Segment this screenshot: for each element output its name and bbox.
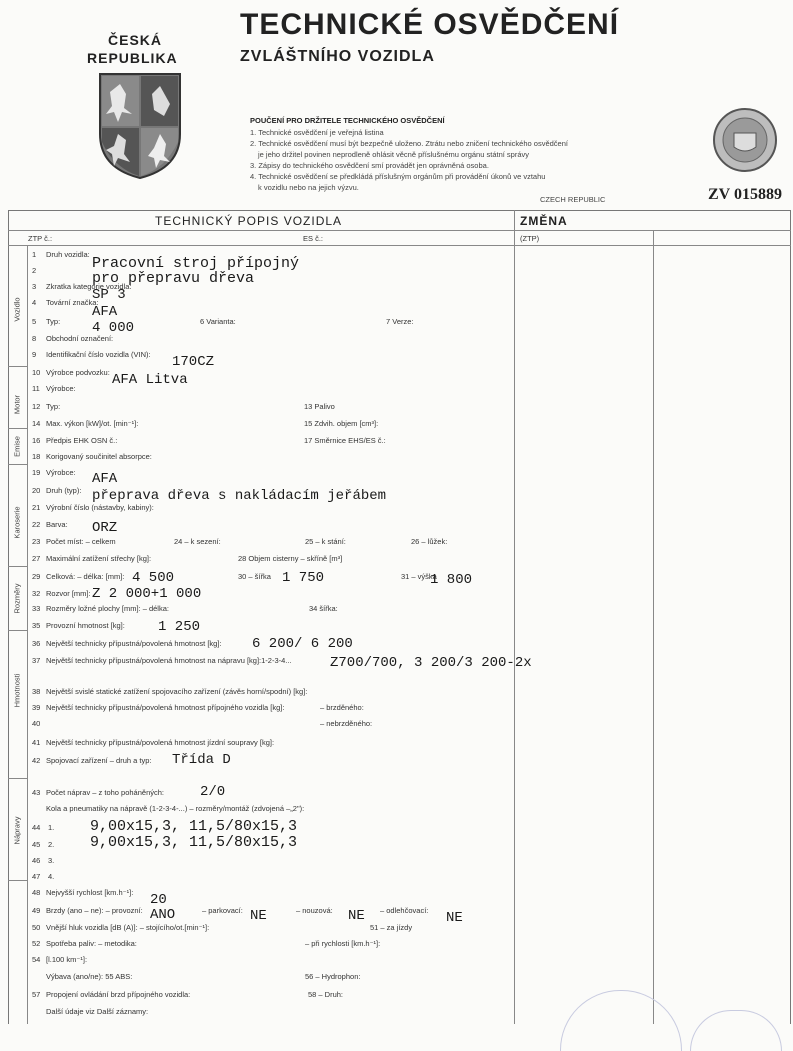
field-label: 4.: [48, 872, 55, 881]
field-label: Druh vozidla:: [46, 250, 90, 259]
field-label: Výrobce:: [46, 384, 76, 393]
parking-brake-value: NE: [250, 908, 267, 924]
coat-of-arms-emblem: [98, 72, 182, 180]
row-number: 2: [32, 266, 37, 275]
field-label: 3.: [48, 856, 55, 865]
row-number: 57: [32, 990, 41, 999]
width-value: 1 750: [282, 570, 325, 586]
row-number: 48: [32, 888, 41, 897]
row-number: 27: [32, 554, 41, 563]
section-label-emise: Emise: [12, 436, 22, 457]
length-value: 4 500: [132, 570, 175, 586]
notice-line-4: 3. Zápisy do technického osvědčení smí provádět jen oprávněná osoba.: [250, 161, 489, 170]
field-label: Nejvyšší rychlost [km.h⁻¹]:: [46, 888, 134, 897]
field-label: 17 Směrnice EHS/ES č.:: [304, 436, 386, 445]
row-number: 46: [32, 856, 41, 865]
row-number: 9: [32, 350, 37, 359]
field-label: 24 – k sezení:: [174, 537, 221, 546]
coupling-value: Třída D: [172, 752, 231, 768]
field-label: Typ:: [46, 402, 61, 411]
notice-title: POUČENÍ PRO DRŽITELE TECHNICKÉHO OSVĚDČENÍ: [250, 116, 445, 125]
es-label: ES č.:: [303, 234, 324, 243]
field-label: 7 Verze:: [386, 317, 414, 326]
field-label: Největší svislé statické zatížení spojovacího zařízení (závěs horní/spodní) [kg]:: [46, 687, 308, 696]
color-value: ORZ: [92, 520, 118, 536]
notice-line-5: 4. Technické osvědčení se předkládá příslušným orgánům při provádění úkonů ve vztahu: [250, 172, 546, 181]
field-label: 25 – k stání:: [305, 537, 346, 546]
section-label-vozidlo: Vozidlo: [12, 297, 22, 322]
row-number: 33: [32, 604, 41, 613]
section-label-napravy: Nápravy: [12, 816, 22, 845]
row-number: 8: [32, 334, 37, 343]
field-label: 58 – Druh:: [308, 990, 344, 999]
retarder-brake-value: NE: [446, 910, 463, 926]
row-number: 3: [32, 282, 37, 291]
vehicle-kind-value: Pracovní stroj přípojný: [92, 255, 300, 272]
field-label: Největší technicky přípustná/povolená hmotnost jízdní soupravy [kg]:: [46, 738, 275, 747]
row-number: 45: [32, 840, 41, 849]
field-label: – brzděného:: [320, 703, 364, 712]
service-brake-value: ANO: [150, 907, 176, 923]
field-label: Tovární značka:: [46, 298, 99, 307]
row-number: 14: [32, 419, 41, 428]
field-label: – odlehčovací:: [380, 906, 429, 915]
row-number: 32: [32, 589, 41, 598]
hologram-seal: [712, 107, 778, 173]
field-label: – při rychlosti [km.h⁻¹]:: [305, 939, 381, 948]
field-label: Výrobce podvozku:: [46, 368, 110, 377]
emergency-brake-value: NE: [348, 908, 365, 924]
row-number: 10: [32, 368, 41, 377]
ztp-change-label: (ZTP): [520, 234, 540, 243]
field-label: 56 – Hydrophon:: [305, 972, 361, 981]
field-label: Spojovací zařízení – druh a typ:: [46, 756, 152, 765]
row-number: 49: [32, 906, 41, 915]
field-label: Spotřeba paliv: – metodika:: [46, 939, 137, 948]
row-number: 16: [32, 436, 41, 445]
document-title: TECHNICKÉ OSVĚDČENÍ: [240, 8, 620, 41]
field-label: Největší technicky přípustná/povolená hmotnost přípojného vozidla [kg]:: [46, 703, 285, 712]
field-label: Počet míst: – celkem: [46, 537, 116, 546]
field-label: Celková: – délka: [mm]:: [46, 572, 125, 581]
field-label: Druh (typ):: [46, 486, 82, 495]
row-number: 43: [32, 788, 41, 797]
field-label: Další údaje viz Další záznamy:: [46, 1007, 149, 1016]
body-kind-value: přeprava dřeva s nakládacím jeřábem: [92, 488, 387, 504]
field-label: [l.100 km⁻¹]:: [46, 955, 88, 964]
field-label: Výbava (ano/ne): 55 ABS:: [46, 972, 133, 981]
field-label: 28 Objem cisterny – skříně [m³]: [238, 554, 343, 563]
field-label: Maximální zatížení střechy [kg]:: [46, 554, 152, 563]
row-number: 42: [32, 756, 41, 765]
field-label: 2.: [48, 840, 55, 849]
field-label: Barva:: [46, 520, 68, 529]
field-label: 51 – za jízdy: [370, 923, 413, 932]
notice-line-3: je jeho držitel povinen neprodleně ohlásit věcně příslušnému orgánu státní správy: [258, 150, 529, 159]
section-label-hmotnosti: Hmotnosti: [12, 673, 22, 708]
row-number: 50: [32, 923, 41, 932]
axle-weight-value: Z700/700, 3 200/3 200-2x: [330, 655, 532, 671]
table-heading-change: ZMĚNA: [520, 214, 568, 228]
serial-number: ZV 015889: [708, 186, 782, 203]
row-number: 35: [32, 621, 41, 630]
row-number: 29: [32, 572, 41, 581]
field-label: Největší technicky přípustná/povolená hmotnost [kg]:: [46, 639, 222, 648]
field-label: 6 Varianta:: [200, 317, 236, 326]
field-label: Provozní hmotnost [kg]:: [46, 621, 125, 630]
field-label: Počet náprav – z toho poháněných:: [46, 788, 165, 797]
field-label: 34 šířka:: [309, 604, 338, 613]
row-number: 41: [32, 738, 41, 747]
row-number: 19: [32, 468, 41, 477]
field-label: Obchodní označení:: [46, 334, 114, 343]
chassis-manufacturer-value: AFA Litva: [112, 372, 188, 388]
field-label: Propojení ovládání brzd přípojného vozidla:: [46, 990, 191, 999]
field-label: – nouzová:: [296, 906, 333, 915]
notice-line-6: k vozidlu nebo na jejich výzvu.: [258, 183, 359, 192]
section-label-motor: Motor: [12, 394, 22, 415]
field-label: Vnější hluk vozidla [dB (A)]: – stojícího/ot.[min⁻¹]:: [46, 923, 210, 932]
height-value: 1 800: [430, 572, 473, 588]
brand-value: AFA: [92, 304, 118, 320]
row-number: 23: [32, 537, 41, 546]
field-label: Zkratka kategorie vozidla:: [46, 282, 132, 291]
field-label: 31 – výška: [401, 572, 437, 581]
section-label-rozmery: Rozměry: [12, 583, 22, 614]
field-label: Brzdy (ano – ne): – provozní:: [46, 906, 143, 915]
row-number: 38: [32, 687, 41, 696]
country-name-line1: ČESKÁ: [108, 32, 163, 48]
row-number: 5: [32, 317, 37, 326]
row-number: 36: [32, 639, 41, 648]
row-number: 22: [32, 520, 41, 529]
body-manufacturer-value: AFA: [92, 471, 118, 487]
max-weight-value: 6 200/ 6 200: [252, 636, 353, 652]
row-number: 39: [32, 703, 41, 712]
field-label: – nebrzděného:: [320, 719, 373, 728]
table-heading-description: TECHNICKÝ POPIS VOZIDLA: [155, 214, 343, 228]
tyres-axle-1-value: 9,00x15,3, 11,5/80x15,3: [90, 818, 298, 835]
field-label: Výrobce:: [46, 468, 76, 477]
field-label: – parkovací:: [202, 906, 243, 915]
row-number: 44: [32, 823, 41, 832]
field-label: Největší technicky přípustná/povolená hmotnost na nápravu [kg]:1-2-3-4...: [46, 656, 292, 665]
row-number: 20: [32, 486, 41, 495]
row-number: 37: [32, 656, 41, 665]
czech-republic-label: CZECH REPUBLIC: [540, 195, 606, 204]
category-value: SP 3: [92, 287, 126, 303]
field-label: 26 – lůžek:: [411, 537, 448, 546]
field-label: Typ:: [46, 317, 61, 326]
vin-value: 170CZ: [172, 354, 215, 370]
field-label: Korigovaný součinitel absorpce:: [46, 452, 152, 461]
row-number: 18: [32, 452, 41, 461]
row-number: 52: [32, 939, 41, 948]
row-number: 11: [32, 384, 40, 393]
row-number: 54: [32, 955, 41, 964]
row-number: 21: [32, 503, 41, 512]
field-label: Předpis EHK OSN č.:: [46, 436, 118, 445]
row-number: 12: [32, 402, 41, 411]
wheelbase-value: Z 2 000+1 000: [92, 586, 202, 602]
row-number: 1: [32, 250, 37, 259]
field-label: Max. výkon [kW]/ot. [min⁻¹]:: [46, 419, 139, 428]
notice-line-1: 1. Technické osvědčení je veřejná listina: [250, 128, 384, 137]
operating-weight-value: 1 250: [158, 619, 201, 635]
row-number: 47: [32, 872, 41, 881]
row-number: 4: [32, 298, 37, 307]
field-label: Kola a pneumatiky na nápravě (1-2-3-4-...) – rozměry/montáž (zdvojená –„2"):: [46, 804, 305, 813]
notice-line-2: 2. Technické osvědčení musí být bezpečně uloženo. Ztrátu nebo zničení technického osvědčení: [250, 139, 568, 148]
field-label: 13 Palivo: [304, 402, 335, 411]
vehicle-kind-value-line2: pro přepravu dřeva: [92, 270, 255, 287]
tyres-axle-2-value: 9,00x15,3, 11,5/80x15,3: [90, 834, 298, 851]
document-subtitle: ZVLÁŠTNÍHO VOZIDLA: [240, 48, 435, 65]
field-label: Rozvor [mm]:: [46, 589, 91, 598]
section-label-karoserie: Karoserie: [12, 506, 22, 539]
field-label: 1.: [48, 823, 55, 832]
axle-count-value: 2/0: [200, 784, 226, 800]
field-label: Výrobní číslo (nástavby, kabiny):: [46, 503, 154, 512]
field-label: 30 – šířka: [238, 572, 271, 581]
field-label: Identifikační číslo vozidla (VIN):: [46, 350, 151, 359]
field-label: 15 Zdvih. objem [cm³]:: [304, 419, 379, 428]
type-value: 4 000: [92, 320, 135, 336]
ztp-label: ZTP č.:: [28, 234, 53, 243]
max-speed-value: 20: [150, 892, 167, 908]
row-number: 40: [32, 719, 41, 728]
country-name-line2: REPUBLIKA: [87, 50, 178, 66]
field-label: Rozměry ložné plochy [mm]: – délka:: [46, 604, 169, 613]
